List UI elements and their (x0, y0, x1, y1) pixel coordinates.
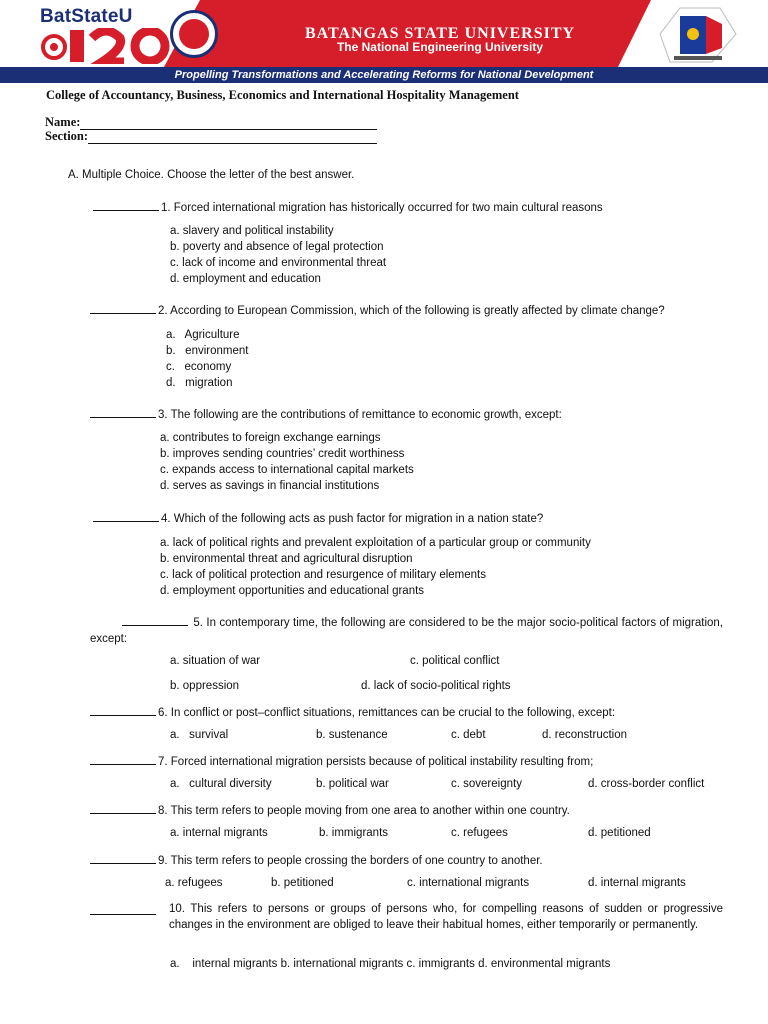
option: b. immigrants (319, 827, 389, 839)
option: a. situation of war (170, 655, 261, 667)
option: d. petitioned (588, 827, 651, 839)
question-text: 10. This refers to persons or groups of persons who, for compelling reasons of sudden or progressive changes in the environment are obliged to leave their habitual homes, either temporarily or permanently. (169, 903, 723, 931)
question-9 (90, 852, 543, 869)
university-name: BATANGAS STATE UNIVERSITY (304, 25, 576, 42)
option: c. political conflict (410, 655, 500, 667)
university-header (0, 0, 768, 67)
answer-blank-7[interactable] (90, 753, 156, 765)
brand-logo-text: BatStateU (40, 6, 133, 27)
option: a. lack of political rights and prevalent exploitation of a particular group or community (160, 537, 591, 549)
section-field (45, 129, 377, 144)
option: a. refugees (165, 877, 223, 889)
question-text: 5. In contemporary time, the following are considered to be the major socio-political factors of migration, except: (90, 617, 723, 645)
option: c. international migrants (407, 877, 530, 889)
option: b. improves sending countries’ credit worthiness (160, 448, 405, 460)
option: b. environmental threat and agricultural disruption (160, 553, 413, 565)
option: b. political war (316, 778, 389, 790)
option: d. cross-border conflict (588, 778, 705, 790)
question-2 (90, 302, 665, 319)
question-text: 2. According to European Commission, which of the following is greatly affected by climate change? (158, 305, 665, 317)
option: d. reconstruction (542, 729, 628, 741)
option: a. Agriculture (166, 329, 240, 341)
answer-blank-2[interactable] (90, 302, 156, 314)
question-1 (93, 199, 603, 216)
question-7 (90, 753, 593, 770)
anniversary-120-logo (40, 28, 180, 64)
answer-blank-4[interactable] (93, 510, 159, 522)
answer-blank-9[interactable] (90, 852, 156, 864)
option: c. refugees (451, 827, 508, 839)
option: c. economy (166, 361, 232, 373)
answer-blank-5[interactable] (122, 614, 188, 626)
slogan-banner: Propelling Transformations and Accelerating Reforms for National Development (0, 67, 768, 83)
option: a. cultural diversity (170, 778, 272, 790)
options-1 (170, 223, 386, 287)
college-name: College of Accountancy, Business, Economics and International Hospitality Management (46, 88, 519, 102)
option: d. internal migrants (588, 877, 686, 889)
question-text: 3. The following are the contributions of remittance to economic growth, except: (158, 409, 562, 421)
options-4 (160, 535, 591, 599)
question-text: 4. Which of the following acts as push factor for migration in a nation state? (161, 513, 544, 525)
name-field (45, 115, 377, 130)
option: a. contributes to foreign exchange earnings (160, 432, 381, 444)
option: a. survival (170, 729, 229, 741)
question-10 (90, 901, 723, 933)
question-text: 6. In conflict or post–conflict situations, remittances can be crucial to the following, except: (158, 707, 616, 719)
option: b. poverty and absence of legal protection (170, 241, 384, 253)
option: c. sovereignty (451, 778, 522, 790)
answer-blank-6[interactable] (90, 704, 156, 716)
option: b. oppression (170, 680, 240, 692)
options-2 (166, 327, 248, 391)
answer-blank-8[interactable] (90, 802, 156, 814)
answer-blank-1[interactable] (93, 199, 159, 211)
question-8 (90, 802, 570, 819)
option: d. serves as savings in financial institutions (160, 480, 380, 492)
name-label: Name: (45, 115, 81, 129)
section-line[interactable] (88, 131, 377, 144)
option: b. sustenance (316, 729, 388, 741)
option: c. debt (451, 729, 486, 741)
question-5 (90, 614, 723, 647)
question-text: 9. This term refers to people crossing the borders of one country to another. (158, 855, 543, 867)
answer-blank-3[interactable] (90, 406, 156, 418)
option: b. petitioned (271, 877, 334, 889)
question-text: 8. This term refers to people moving from one area to another within one country. (158, 805, 570, 817)
section-label: Section: (45, 129, 89, 143)
option: d. migration (166, 377, 233, 389)
option: b. environment (166, 345, 249, 357)
bagong-pilipinas-logo (650, 4, 746, 66)
option: c. expands access to international capital markets (160, 464, 414, 476)
university-seal-icon (170, 10, 218, 58)
option: c. lack of income and environmental threat (170, 257, 387, 269)
option: d. employment and education (170, 273, 321, 285)
question-text: 1. Forced international migration has historically occurred for two main cultural reasons (161, 202, 603, 214)
question-text: 7. Forced international migration persists because of political instability resulting from; (158, 756, 594, 768)
answer-blank-10[interactable] (90, 903, 156, 915)
question-3 (90, 406, 562, 423)
options-3 (160, 430, 414, 494)
option: c. lack of political protection and resurgence of military elements (160, 569, 486, 581)
option: a. internal migrants b. international migrants c. immigrants d. environmental migrants (170, 958, 611, 970)
question-6 (90, 704, 615, 721)
instructions: A. Multiple Choice. Choose the letter of the best answer. (68, 169, 355, 181)
option: d. lack of socio-political rights (361, 680, 511, 692)
option: a. internal migrants (170, 827, 268, 839)
option: d. employment opportunities and educational grants (160, 585, 425, 597)
option: a. slavery and political instability (170, 225, 334, 237)
university-tagline: The National Engineering University (336, 40, 544, 54)
question-4 (93, 510, 543, 527)
